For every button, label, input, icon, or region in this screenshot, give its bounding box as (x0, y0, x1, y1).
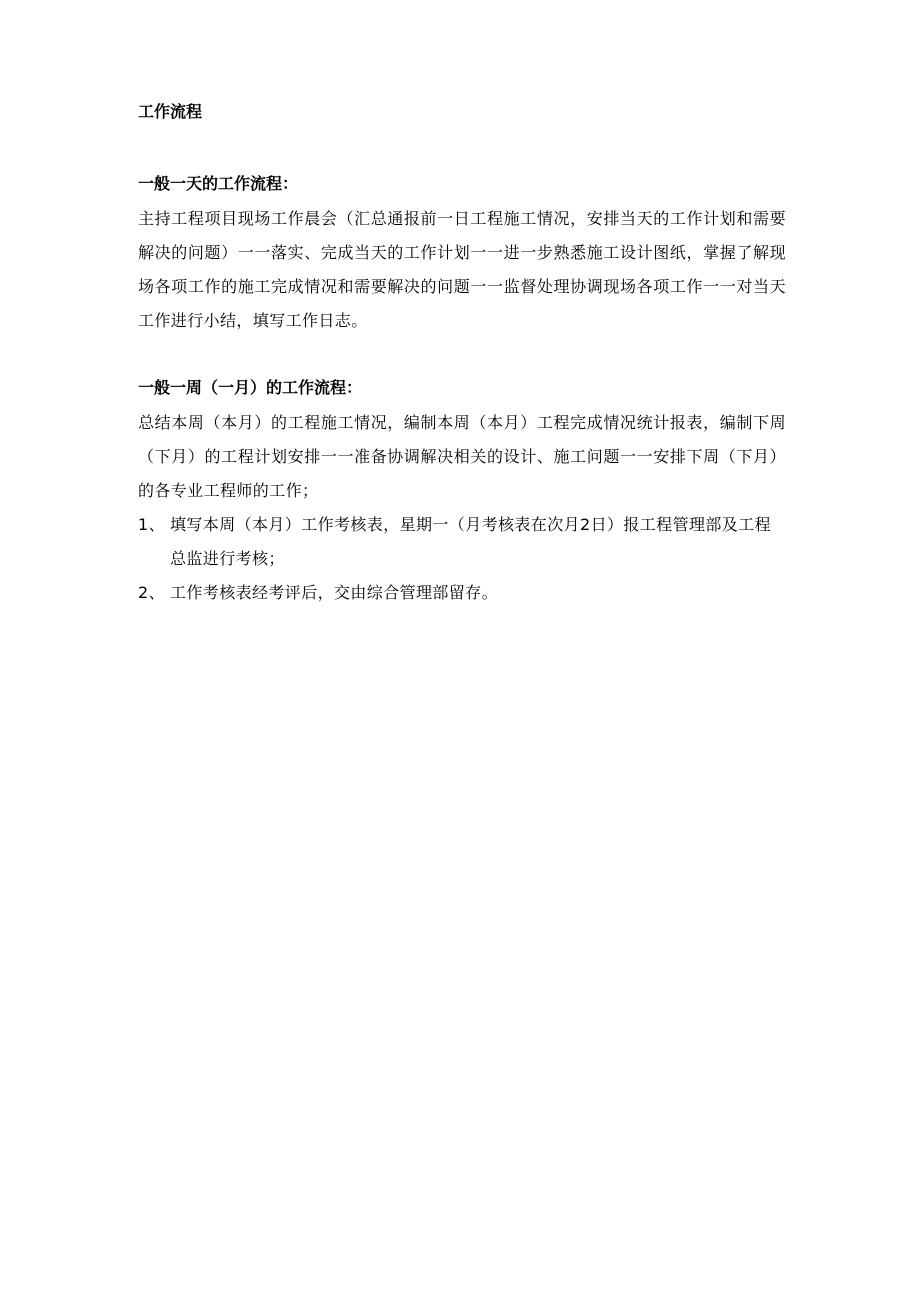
document-title: 工作流程 (138, 102, 203, 121)
list-item-number: 1、 (138, 515, 165, 534)
list-item (138, 508, 786, 576)
spacer (138, 126, 786, 170)
spacer (138, 338, 786, 374)
list-item-text: 填写本周（本月）工作考核表，星期一（月考核表在次月2日）报工程管理部及工程总监进行考核； (170, 515, 771, 568)
daily-workflow-heading: 一般一天的工作流程： (138, 174, 299, 193)
weekly-workflow-heading: 一般一周（一月）的工作流程： (138, 378, 363, 397)
document-page (138, 98, 786, 610)
list-item-number: 2、 (138, 583, 165, 602)
list-item-text: 工作考核表经考评后，交由综合管理部留存。 (170, 583, 499, 602)
weekly-workflow-body: 总结本周（本月）的工程施工情况，编制本周（本月）工程完成情况统计报表，编制下周（下月）的工程计划安排一一准备协调解决相关的设计、施工问题一一安排下周（下月）的各专业工程师的工作； (138, 413, 786, 500)
list-item (138, 576, 786, 610)
daily-workflow-body: 主持工程项目现场工作晨会（汇总通报前一日工程施工情况，安排当天的工作计划和需要解决的问题）一一落实、完成当天的工作计划一一进一步熟悉施工设计图纸，掌握了解现场各项工作的施工完成情况和需要解决的问题一一监督处理协调现场各项工作一一对当天工作进行小结，填写工作日志。 (138, 209, 786, 330)
